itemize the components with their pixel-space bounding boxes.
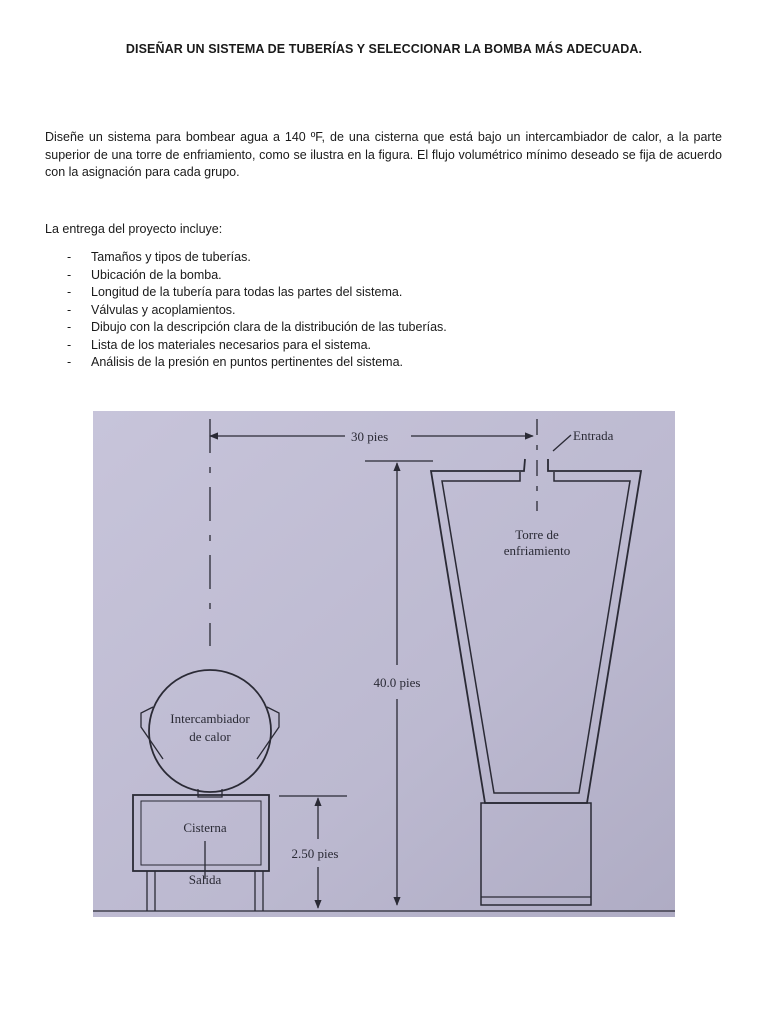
label-entrada: Entrada — [573, 428, 614, 443]
list-dash: - — [67, 267, 72, 282]
photo-background — [93, 411, 675, 917]
list-item — [45, 302, 447, 320]
label-40-pies: 40.0 pies — [373, 675, 421, 690]
list-dash: - — [67, 302, 72, 317]
system-diagram — [93, 411, 675, 917]
label-torre-de: Torre de — [515, 527, 559, 542]
list-dash: - — [67, 320, 72, 334]
label-intercambiador: Intercambiador — [170, 711, 250, 726]
list-dash: - — [67, 250, 72, 264]
deliverables-list — [45, 249, 447, 372]
list-item — [45, 319, 447, 337]
list-item-text: Tamaños y tipos de tuberías. — [91, 250, 251, 264]
page-title: DISEÑAR UN SISTEMA DE TUBERÍAS Y SELECCIONAR LA BOMBA MÁS ADECUADA. — [125, 42, 643, 56]
list-item — [45, 267, 447, 285]
list-item-text: Dibujo con la descripción clara de la distribución de las tuberías. — [91, 320, 447, 334]
list-item — [45, 354, 447, 372]
list-item-text: Válvulas y acoplamientos. — [91, 302, 236, 317]
label-de-calor: de calor — [189, 729, 231, 744]
system-figure-photo — [93, 411, 675, 917]
deliverables-heading: La entrega del proyecto incluye: — [45, 222, 223, 236]
list-item-text: Análisis de la presión en puntos pertinentes del sistema. — [91, 355, 403, 369]
list-item — [45, 249, 447, 267]
list-item — [45, 284, 447, 302]
label-salida: Salida — [188, 872, 222, 887]
list-dash: - — [67, 355, 72, 369]
list-item-text: Ubicación de la bomba. — [91, 267, 222, 282]
label-250-pies: 2.50 pies — [291, 846, 339, 861]
label-30-pies: 30 pies — [351, 429, 389, 444]
label-enfriamiento: enfriamiento — [503, 543, 571, 558]
list-item-text: Lista de los materiales necesarios para el sistema. — [91, 337, 371, 352]
intro-paragraph: Diseñe un sistema para bombear agua a 140 ºF, de una cisterna que está bajo un intercambiador de calor, a la parte superior de una torre de enfriamiento, como se ilustra en la figura. El flujo volumétrico mínimo deseado se fija de acuerdo con la asignación para cada grupo. — [45, 130, 722, 179]
list-dash: - — [67, 285, 72, 299]
list-item — [45, 337, 447, 355]
list-dash: - — [67, 337, 72, 352]
list-item-text: Longitud de la tubería para todas las partes del sistema. — [91, 285, 403, 299]
label-cisterna: Cisterna — [183, 820, 227, 835]
